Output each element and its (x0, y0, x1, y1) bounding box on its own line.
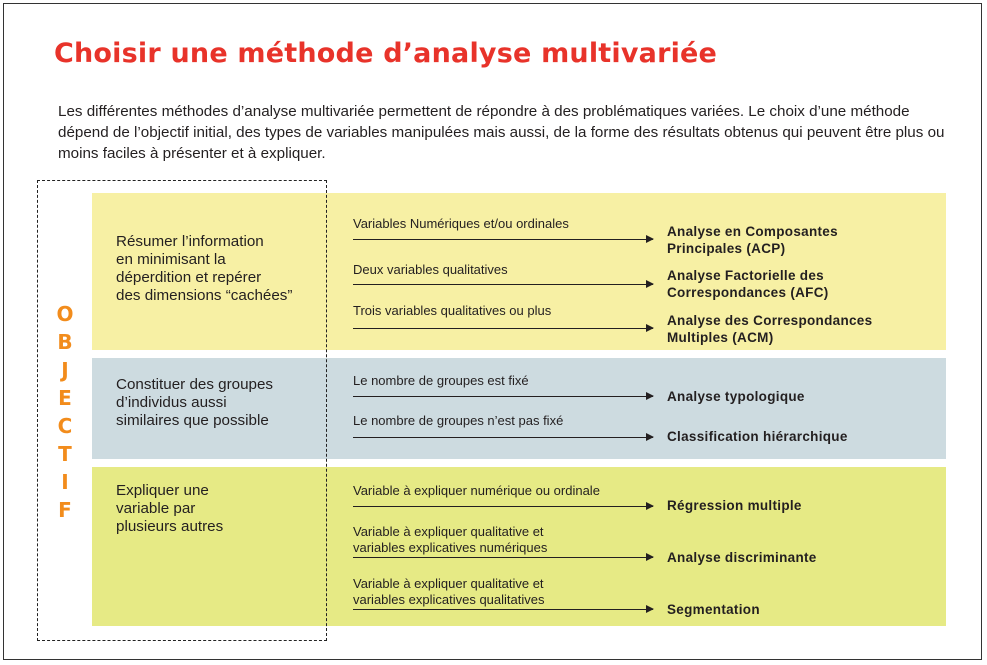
objectif-letter: B (57, 330, 73, 354)
method-name (667, 267, 829, 301)
method-line: Analyse discriminante (667, 550, 817, 565)
arrow-icon (353, 557, 653, 558)
goal-line: Constituer des groupes (116, 376, 274, 393)
condition-text: Trois variables qualitatives ou plus (353, 303, 552, 318)
goal-line: d’individus aussi (116, 394, 227, 411)
method-line: Principales (ACP) (667, 241, 786, 256)
goal-resumer (116, 233, 292, 305)
objectif-letter: F (58, 498, 72, 522)
goal-line: Résumer l’information (116, 233, 264, 250)
page-title: Choisir une méthode d’analyse multivariée (54, 38, 718, 69)
goal-line: des dimensions “cachées” (116, 287, 293, 304)
condition-text: Le nombre de groupes est fixé (353, 373, 529, 388)
goal-line: variable par (116, 500, 196, 517)
method-line: Segmentation (667, 602, 760, 617)
method-name (667, 223, 838, 257)
goal-line: déperdition et repérer (116, 269, 262, 286)
method-line: Analyse en Composantes (667, 224, 838, 239)
condition-text: Le nombre de groupes n’est pas fixé (353, 413, 564, 428)
goal-line: similaires que possible (116, 412, 269, 429)
condition-line: variables explicatives numériques (353, 540, 548, 555)
arrow-icon (353, 396, 653, 397)
goal-line: Expliquer une (116, 482, 209, 499)
method-line: Analyse Factorielle des (667, 268, 824, 283)
arrow-icon (353, 609, 653, 610)
objectif-letter: T (58, 442, 72, 466)
method-name (667, 549, 817, 566)
method-name (667, 428, 848, 445)
condition-text: Deux variables qualitatives (353, 262, 508, 277)
objectif-letter: C (57, 414, 73, 438)
objectif-vertical-label (50, 300, 80, 524)
method-line: Correspondances (AFC) (667, 285, 829, 300)
objectif-letter: J (61, 358, 69, 382)
method-line: Classification hiérarchique (667, 429, 848, 444)
condition-line: variables explicatives qualitatives (353, 592, 545, 607)
objectif-letter: O (56, 302, 74, 326)
condition-text (353, 576, 544, 608)
method-line: Analyse typologique (667, 389, 805, 404)
condition-text (353, 524, 547, 556)
arrow-icon (353, 328, 653, 329)
method-name (667, 312, 872, 346)
condition-text: Variables Numériques et/ou ordinales (353, 216, 569, 231)
arrow-icon (353, 437, 653, 438)
method-line: Multiples (ACM) (667, 330, 774, 345)
condition-line: Variable à expliquer qualitative et (353, 524, 544, 539)
condition-text: Variable à expliquer numérique ou ordinale (353, 483, 600, 498)
objectif-letter: I (61, 470, 69, 494)
method-name (667, 601, 760, 618)
method-name (667, 497, 802, 514)
intro-paragraph: Les différentes méthodes d’analyse multivariée permettent de répondre à des problématiques variées. Le choix d’une méthode dépend de l’objectif initial, des types de variables manipulées mais aussi, de la forme des résultats obtenus qui peuvent être plus ou moins faciles à présenter et à expliquer. (58, 103, 945, 162)
arrow-icon (353, 239, 653, 240)
arrow-icon (353, 284, 653, 285)
goal-line: plusieurs autres (116, 518, 224, 535)
goal-expliquer (116, 482, 223, 536)
objectif-letter: E (58, 386, 72, 410)
goal-line: en minimisant la (116, 251, 226, 268)
arrow-icon (353, 506, 653, 507)
goal-groupes (116, 376, 273, 430)
condition-line: Variable à expliquer qualitative et (353, 576, 544, 591)
method-name (667, 388, 805, 405)
method-line: Analyse des Correspondances (667, 313, 873, 328)
method-line: Régression multiple (667, 498, 802, 513)
